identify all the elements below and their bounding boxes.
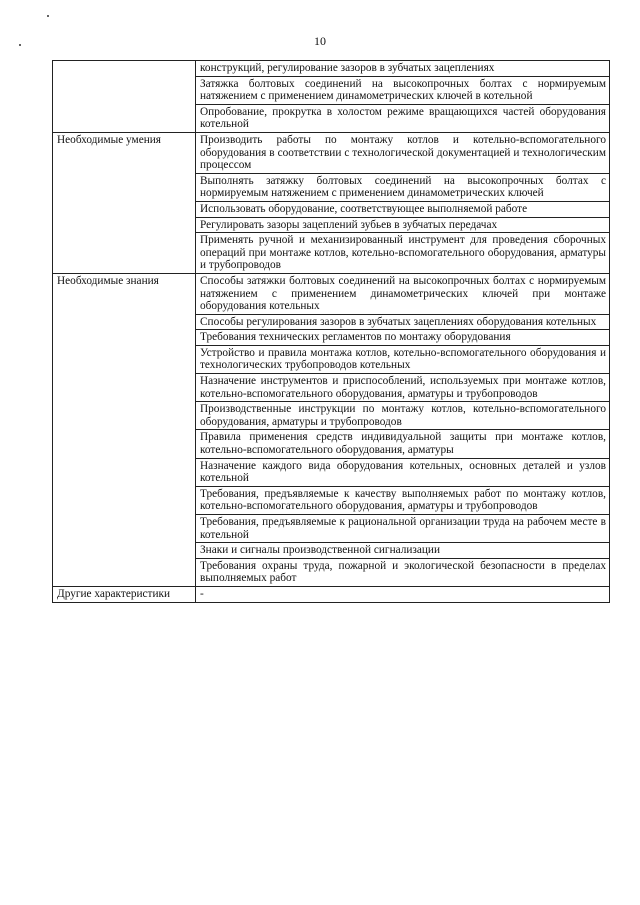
section-label <box>53 61 196 133</box>
section-item: Применять ручной и механизированный инструмент для проведения сборочных операций при монтаже котлов, котельно-вспомогательного оборудования, арматуры и трубопроводов <box>196 233 610 274</box>
section-label: Необходимые знания <box>53 273 196 586</box>
section-item: Опробование, прокрутка в холостом режиме вращающихся частей оборудования котельной <box>196 104 610 132</box>
table-row <box>53 586 610 602</box>
section-item: конструкций, регулирование зазоров в зубчатых зацеплениях <box>196 61 610 77</box>
section-item: Производственные инструкции по монтажу котлов, котельно-вспомогательного оборудования, арматуры и трубопроводов <box>196 402 610 430</box>
section-item: Производить работы по монтажу котлов и котельно-вспомогательного оборудования в соответствии с технологической документацией и технологическим процессом <box>196 132 610 173</box>
scan-speck <box>19 44 21 46</box>
section-item: Способы затяжки болтовых соединений на высокопрочных болтах с нормируемым натяжением с применением динамометрических ключей при монтаже оборудования котельных <box>196 273 610 314</box>
section-item: Знаки и сигналы производственной сигнализации <box>196 543 610 559</box>
section-item: Требования охраны труда, пожарной и экологической безопасности в пределах выполняемых работ <box>196 558 610 586</box>
scan-speck <box>47 15 49 17</box>
section-item: Затяжка болтовых соединений на высокопрочных болтах с нормируемым натяжением с применением динамометрических ключей в котельной <box>196 76 610 104</box>
page-number: 10 <box>314 34 326 48</box>
section-item: Способы регулирования зазоров в зубчатых зацеплениях оборудования котельных <box>196 314 610 330</box>
section-item: Выполнять затяжку болтовых соединений на высокопрочных болтах с нормируемым натяжением с применением динамометрических ключей <box>196 173 610 201</box>
section-item: Регулировать зазоры зацеплений зубьев в зубчатых передачах <box>196 217 610 233</box>
table-row <box>53 132 610 173</box>
table-row <box>53 61 610 77</box>
section-item: Назначение инструментов и приспособлений, используемых при монтаже котлов, котельно-вспомогательного оборудования, арматуры и трубопроводов <box>196 374 610 402</box>
section-item: Требования, предъявляемые к качеству выполняемых работ по монтажу котлов, котельно-вспомогательного оборудования, арматуры и трубопроводов <box>196 486 610 514</box>
section-item: Требования технических регламентов по монтажу оборудования <box>196 330 610 346</box>
section-item: Требования, предъявляемые к рациональной организации труда на рабочем месте в котельной <box>196 515 610 543</box>
competency-table-body <box>53 61 610 603</box>
section-item: Правила применения средств индивидуальной защиты при монтаже котлов, котельно-вспомогательного оборудования, арматуры <box>196 430 610 458</box>
section-item: Назначение каждого вида оборудования котельных, основных деталей и узлов котельной <box>196 458 610 486</box>
section-item: - <box>196 586 610 602</box>
section-label: Необходимые умения <box>53 132 196 273</box>
table-row <box>53 273 610 314</box>
competency-table <box>52 60 610 603</box>
section-item: Устройство и правила монтажа котлов, котельно-вспомогательного оборудования и технологических трубопроводов котельных <box>196 345 610 373</box>
section-item: Использовать оборудование, соответствующее выполняемой работе <box>196 201 610 217</box>
section-label: Другие характеристики <box>53 586 196 602</box>
